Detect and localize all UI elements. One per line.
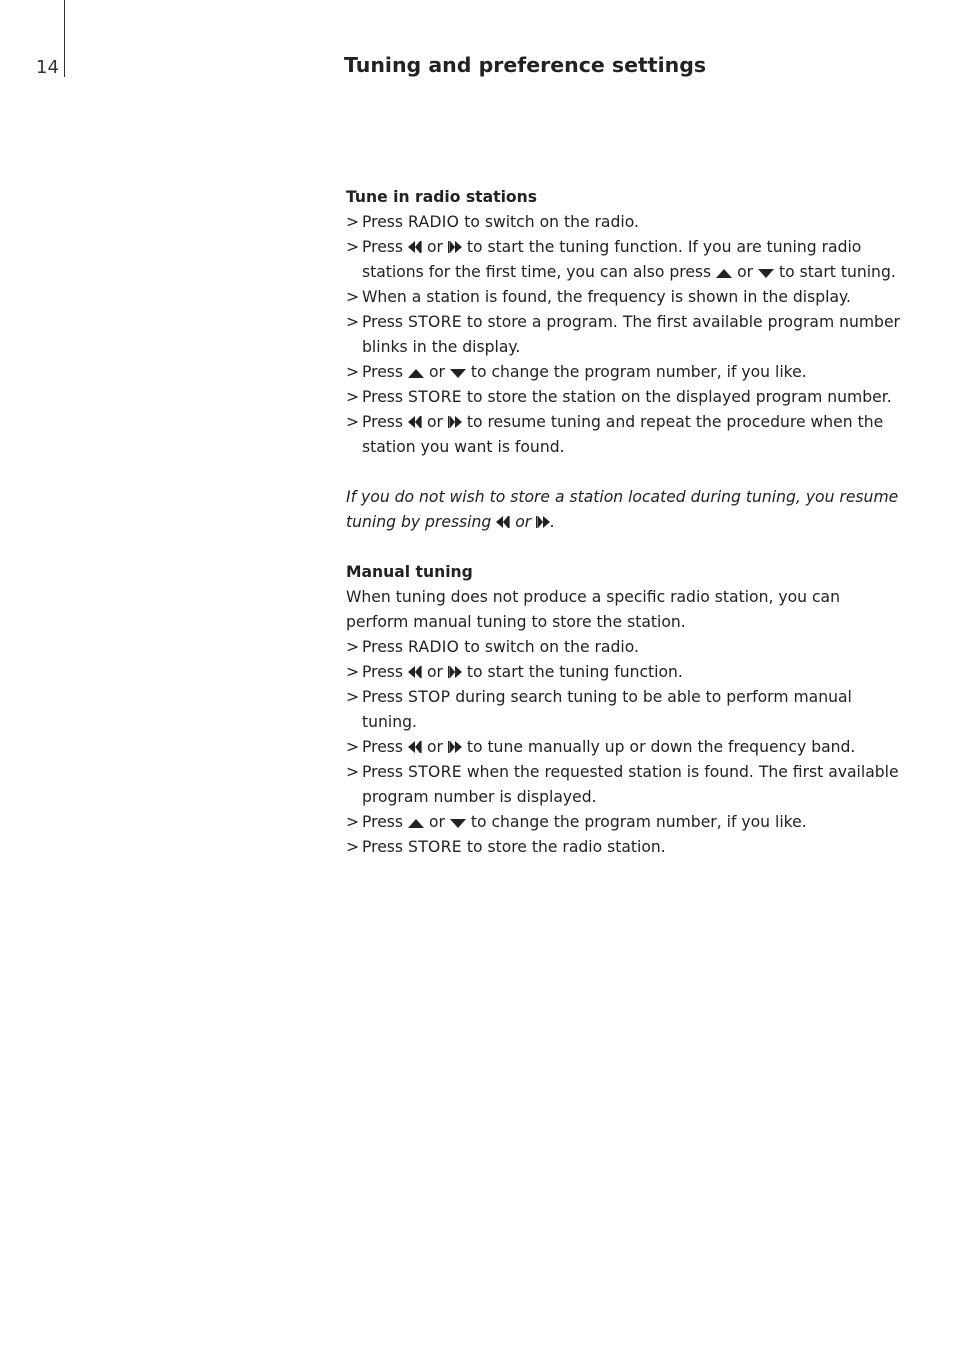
down-arrow-icon <box>450 363 466 381</box>
list-item: > Press STORE to store the station on the displayed program number. <box>346 385 906 410</box>
key-label: STORE <box>408 313 462 331</box>
up-arrow-icon <box>716 263 732 281</box>
bullet-marker: > <box>346 813 360 831</box>
bullet-marker: > <box>346 688 360 706</box>
rewind-icon <box>408 238 422 256</box>
list-item: > Press or to resume tuning and repeat the procedure when the station you want is found. <box>346 410 906 460</box>
key-label: RADIO <box>408 638 460 656</box>
rewind-icon <box>408 738 422 756</box>
key-label: STORE <box>408 388 462 406</box>
list-item: > Press STORE to store a program. The first available program number blinks in the display. <box>346 310 906 360</box>
bullet-marker: > <box>346 738 360 756</box>
bullet-marker: > <box>346 388 360 406</box>
page-content <box>346 185 906 860</box>
bullet-marker: > <box>346 838 360 856</box>
key-label: STORE <box>408 763 462 781</box>
list-item: > Press or to tune manually up or down the frequency band. <box>346 735 906 760</box>
key-label: STOP <box>408 688 451 706</box>
note-paragraph: If you do not wish to store a station located during tuning, you resume tuning by pressing or . <box>346 488 899 531</box>
fast-forward-icon <box>448 738 462 756</box>
bullet-marker: > <box>346 638 360 656</box>
fast-forward-icon <box>448 663 462 681</box>
down-arrow-icon <box>450 813 466 831</box>
list-item: > Press RADIO to switch on the radio. <box>346 635 906 660</box>
up-arrow-icon <box>408 363 424 381</box>
fast-forward-icon <box>448 238 462 256</box>
list-item: > Press or to start the tuning function. <box>346 660 906 685</box>
section-heading-tune-in: Tune in radio stations <box>346 188 538 206</box>
bullet-marker: > <box>346 413 360 431</box>
list-item: > Press or to change the program number, if you like. <box>346 360 906 385</box>
list-item: > Press STOP during search tuning to be able to perform manual tuning. <box>346 685 906 735</box>
fast-forward-icon <box>448 413 462 431</box>
list-item: > When a station is found, the frequency is shown in the display. <box>346 285 906 310</box>
key-label: RADIO <box>408 213 460 231</box>
list-item: > Press STORE to store the radio station. <box>346 835 906 860</box>
up-arrow-icon <box>408 813 424 831</box>
list-item: > Press RADIO to switch on the radio. <box>346 210 906 235</box>
bullet-marker: > <box>346 663 360 681</box>
rewind-icon <box>496 513 510 531</box>
bullet-marker: > <box>346 763 360 781</box>
fast-forward-icon <box>536 513 550 531</box>
bullet-marker: > <box>346 363 360 381</box>
key-label: STORE <box>408 838 462 856</box>
bullet-marker: > <box>346 288 360 306</box>
intro-paragraph: When tuning does not produce a specific radio station, you can perform manual tuning to store the station. <box>346 588 840 631</box>
list-item: > Press STORE when the requested station is found. The first available program number is displayed. <box>346 760 906 810</box>
bullet-marker: > <box>346 313 360 331</box>
rewind-icon <box>408 663 422 681</box>
list-item: > Press or to start the tuning function. If you are tuning radio stations for the first time, you can also press or to start tuning. <box>346 235 906 285</box>
bullet-marker: > <box>346 213 360 231</box>
rewind-icon <box>408 413 422 431</box>
section-heading-manual-tuning: Manual tuning <box>346 563 473 581</box>
page-title: Tuning and preference settings <box>344 53 707 77</box>
page-number: 14 <box>36 57 59 78</box>
down-arrow-icon <box>758 263 774 281</box>
bullet-marker: > <box>346 238 360 256</box>
list-item: > Press or to change the program number, if you like. <box>346 810 906 835</box>
margin-rule <box>64 0 65 77</box>
